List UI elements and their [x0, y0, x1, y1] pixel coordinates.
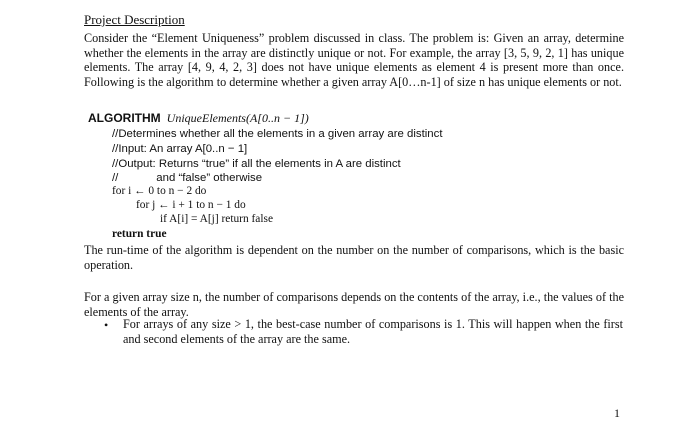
best-case-bullet: For arrays of any size > 1, the best-case number of comparisons is 1. This will happen when the first and second elements of the array are the same.	[123, 317, 623, 346]
intro-paragraph: Consider the “Element Uniqueness” problem discussed in class. The problem is: Given an array, determine whether the elements in the array are distinctly unique or not. For example, the array [3, 5, 9, 2, 1] has unique elements. The array [4, 9, 4, 2, 3] does not have unique elements as element 4 is present more than once. Following is the algorithm to determine whether a given array A[0…n-1] of size n has unique elements or not.	[84, 31, 624, 89]
algorithm-inner-loop: for j ← i + 1 to n − 1 do	[136, 199, 246, 211]
algorithm-return: return true	[112, 228, 167, 240]
comparisons-paragraph: For a given array size n, the number of comparisons depends on the contents of the array, i.e., the values of the elements of the array.	[84, 290, 624, 319]
algorithm-condition: if A[i] = A[j] return false	[160, 213, 274, 225]
algorithm-outer-loop: for i ← 0 to n − 2 do	[112, 185, 207, 197]
bullet-icon: •	[104, 318, 109, 332]
algorithm-header	[88, 111, 309, 126]
algorithm-comment-line: //Input: An array A[0..n − 1]	[112, 143, 248, 155]
algorithm-comment-line: //Determines whether all the elements in a given array are distinct	[112, 128, 443, 140]
algorithm-comment-line: // and “false” otherwise	[112, 172, 263, 184]
page-number: 1	[614, 406, 620, 420]
algorithm-name: UniqueElements(A[0..n − 1])	[166, 111, 309, 125]
runtime-paragraph: The run-time of the algorithm is dependent on the number on the number of comparisons, which is the basic operation.	[84, 243, 624, 272]
algorithm-title: ALGORITHM	[88, 111, 161, 125]
algorithm-comment-line: //Output: Returns “true” if all the elements in A are distinct	[112, 158, 401, 170]
section-heading: Project Description	[84, 12, 185, 27]
